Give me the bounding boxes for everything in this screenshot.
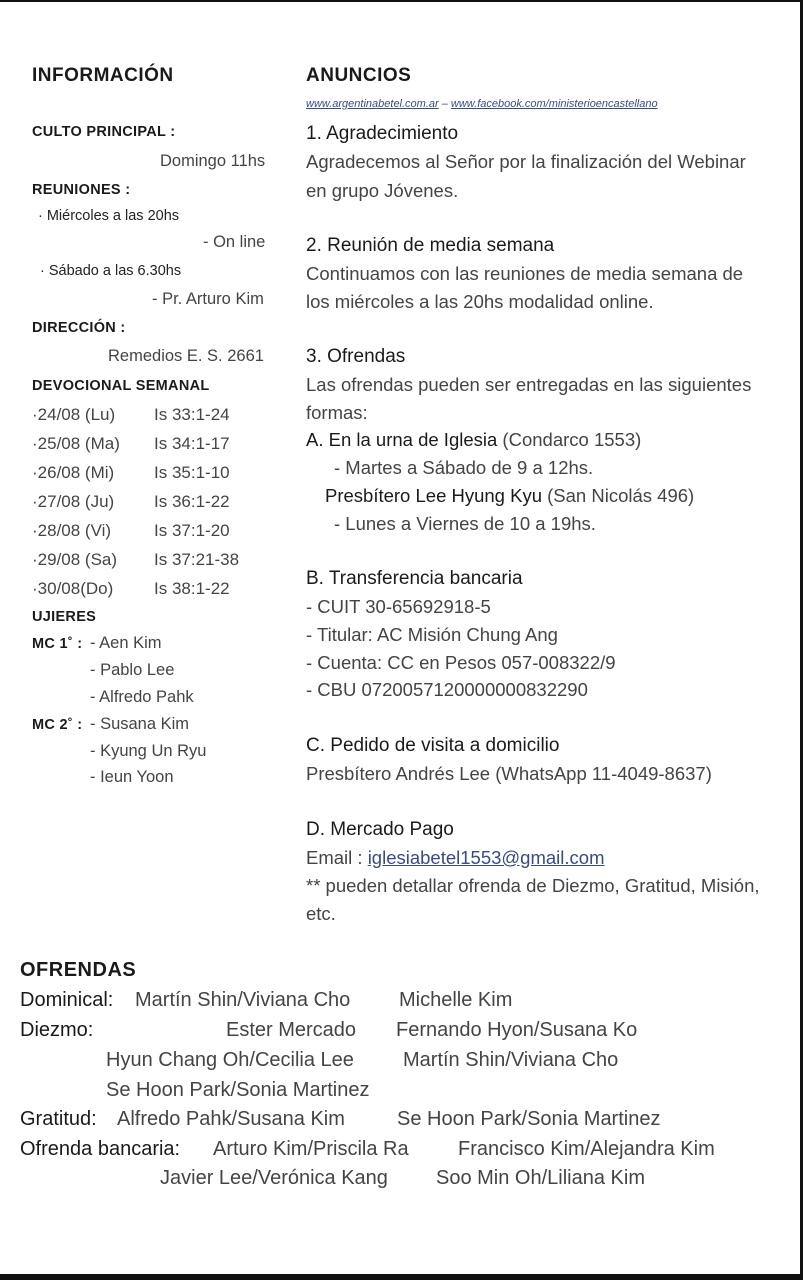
dominical-name: Michelle Kim xyxy=(399,989,513,1011)
culto-value: Domingo 11hs xyxy=(160,152,266,170)
mc1-item: - Pablo Lee xyxy=(90,661,175,679)
diezmo-name: Hyun Chang Oh/Cecilia Lee xyxy=(106,1049,354,1071)
reunion-2: · Sábado a las 6.30hs xyxy=(40,263,182,279)
visita-line: Presbítero Andrés Lee (WhatsApp 11-4049-8637) xyxy=(306,763,712,784)
website-link[interactable]: www.argentinabetel.com.ar xyxy=(306,98,439,110)
email-label: Email : xyxy=(306,847,368,868)
bottom-border xyxy=(0,1274,803,1280)
reunion-2-note: - Pr. Arturo Kim xyxy=(152,290,264,308)
email-link[interactable]: iglesiabetel1553@gmail.com xyxy=(367,847,605,868)
devocional-ref: Is 35:1-10 xyxy=(154,463,230,482)
gratitud-name: Alfredo Pahk/Susana Kim xyxy=(117,1108,345,1130)
mc1-item: - Alfredo Pahk xyxy=(90,688,194,706)
devocional-date: ·25/08 (Ma) xyxy=(32,434,120,453)
transferencia-title: B. Transferencia bancaria xyxy=(306,568,523,589)
reunion-1: · Miércoles a las 20hs xyxy=(38,208,180,224)
mc2-item: - Kyung Un Ryu xyxy=(90,742,207,760)
anuncio-2-line: Continuamos con las reuniones de media semana de xyxy=(306,263,744,284)
urna-title: A. En la urna de Iglesia xyxy=(306,429,498,450)
reuniones-label: REUNIONES : xyxy=(32,182,131,198)
urna-addr: (Condarco 1553) xyxy=(497,429,642,450)
presbitero-addr: (San Nicolás 496) xyxy=(542,485,695,506)
bancaria-name: Soo Min Oh/Liliana Kim xyxy=(436,1167,645,1189)
mc2-label: MC 2˚ : xyxy=(32,717,83,733)
bancaria-name: Francisco Kim/Alejandra Kim xyxy=(458,1138,715,1160)
presbitero-hours: - Lunes a Viernes de 10 a 19hs. xyxy=(334,513,596,534)
devocional-date: ·30/08(Do) xyxy=(32,579,114,598)
gratitud-name: Se Hoon Park/Sonia Martinez xyxy=(397,1108,661,1130)
bancaria-label: Ofrenda bancaria: xyxy=(20,1138,181,1160)
anuncio-1-line: Agradecemos al Señor por la finalización del Webinar xyxy=(306,151,746,172)
direccion-label: DIRECCIÓN : xyxy=(32,320,126,336)
devocional-ref: Is 36:1-22 xyxy=(154,492,230,511)
devocional-date: ·24/08 (Lu) xyxy=(32,405,116,424)
diezmo-label: Diezmo: xyxy=(20,1019,94,1041)
mercado-note: ** pueden detallar ofrenda de Diezmo, Gratitud, Misión, xyxy=(306,875,760,896)
visita-title: C. Pedido de visita a domicilio xyxy=(306,735,560,756)
direccion-value: Remedios E. S. 2661 xyxy=(108,347,264,365)
anuncio-3-title: 3. Ofrendas xyxy=(306,346,406,367)
mercado-note: etc. xyxy=(306,903,336,924)
devocional-ref: Is 37:21-38 xyxy=(154,550,240,569)
presbitero-row xyxy=(325,485,694,507)
transferencia-line: - CUIT 30-65692918-5 xyxy=(306,596,491,617)
top-border xyxy=(0,0,803,2)
devocional-label: DEVOCIONAL SEMANAL xyxy=(32,378,210,394)
anuncio-3-line: Las ofrendas pueden ser entregadas en las siguientes xyxy=(306,374,752,395)
anuncio-2-line: los miércoles a las 20hs modalidad online. xyxy=(306,291,654,312)
links-row xyxy=(306,94,658,112)
devocional-ref: Is 33:1-24 xyxy=(154,405,230,424)
anuncio-2-title: 2. Reunión de media semana xyxy=(306,235,555,256)
gratitud-label: Gratitud: xyxy=(20,1108,97,1130)
anuncios-title: ANUNCIOS xyxy=(306,65,412,86)
devocional-date: ·28/08 (Vi) xyxy=(32,521,112,540)
diezmo-name: Fernando Hyon/Susana Ko xyxy=(396,1019,638,1041)
anuncio-1-title: 1. Agradecimiento xyxy=(306,123,459,144)
urna-row xyxy=(306,429,641,451)
anuncio-3-line: formas: xyxy=(306,402,368,423)
devocional-ref: Is 37:1-20 xyxy=(154,521,230,540)
info-title: INFORMACIÓN xyxy=(32,65,174,86)
diezmo-name: Ester Mercado xyxy=(226,1019,357,1041)
ujieres-label: UJIERES xyxy=(32,609,97,625)
reunion-1-note: - On line xyxy=(203,233,266,251)
dominical-name: Martín Shin/Viviana Cho xyxy=(135,989,351,1011)
devocional-date: ·26/08 (Mi) xyxy=(32,463,115,482)
bancaria-name: Javier Lee/Verónica Kang xyxy=(160,1167,388,1189)
transferencia-line: - Cuenta: CC en Pesos 057-008322/9 xyxy=(306,652,616,673)
transferencia-line: - CBU 0720057120000000832290 xyxy=(306,679,588,700)
mc2-item: - Susana Kim xyxy=(90,715,190,733)
diezmo-name: Se Hoon Park/Sonia Martinez xyxy=(106,1079,370,1101)
mercado-pago-title: D. Mercado Pago xyxy=(306,819,454,840)
diezmo-name: Martín Shin/Viviana Cho xyxy=(403,1049,619,1071)
dominical-label: Dominical: xyxy=(20,989,114,1011)
urna-hours: - Martes a Sábado de 9 a 12hs. xyxy=(334,457,594,478)
devocional-ref: Is 38:1-22 xyxy=(154,579,230,598)
presbitero-name: Presbítero Lee Hyung Kyu xyxy=(325,485,542,506)
devocional-ref: Is 34:1-17 xyxy=(154,434,230,453)
facebook-link[interactable]: www.facebook.com/ministerioencastellano xyxy=(450,98,658,110)
anuncio-1-line: en grupo Jóvenes. xyxy=(306,180,459,201)
ofrendas-title: OFRENDAS xyxy=(20,959,137,981)
mc1-label: MC 1˚ : xyxy=(32,636,83,652)
bancaria-name: Arturo Kim/Priscila Ra xyxy=(213,1138,409,1160)
mc2-item: - Ieun Yoon xyxy=(90,768,174,786)
link-separator: – xyxy=(438,98,451,110)
mc1-item: - Aen Kim xyxy=(90,634,162,652)
culto-label: CULTO PRINCIPAL : xyxy=(32,124,176,140)
devocional-date: ·29/08 (Sa) xyxy=(32,550,118,569)
devocional-date: ·27/08 (Ju) xyxy=(32,492,115,511)
email-row xyxy=(306,847,604,869)
transferencia-line: - Titular: AC Misión Chung Ang xyxy=(306,624,558,645)
